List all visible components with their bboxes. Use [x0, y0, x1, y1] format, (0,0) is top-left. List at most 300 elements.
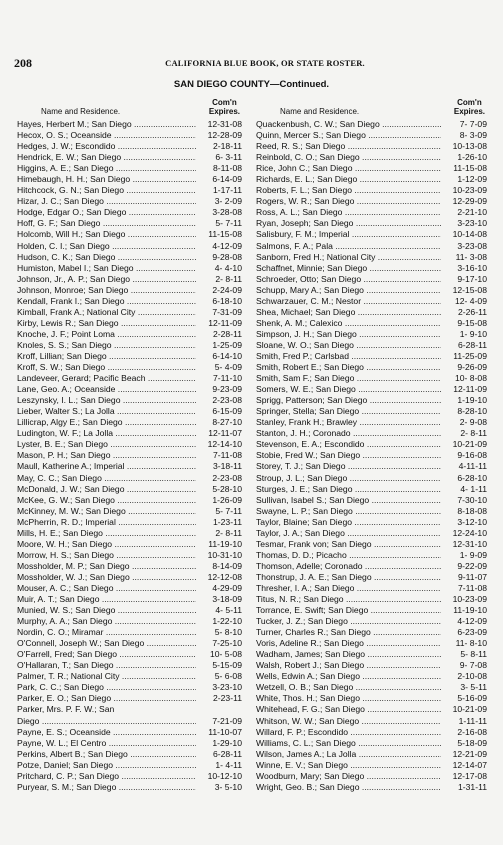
- entry-name: Sanborn, Fred H.; National City .....: [256, 252, 441, 263]
- list-item: [17, 274, 242, 285]
- list-item: [256, 196, 487, 207]
- entry-expiry-date: 12-28-09: [196, 130, 242, 141]
- entry-expiry-date: 1-11-11: [441, 716, 487, 727]
- entry-expiry-date: 7-11-10: [196, 373, 242, 384]
- right-entry-list: [256, 119, 487, 793]
- entry-name: Willard, F. P.; Escondido .....: [256, 727, 441, 738]
- list-item: [256, 185, 487, 196]
- entry-expiry-date: 6-28-11: [196, 749, 242, 760]
- entry-expiry-date: 2-23-08: [196, 473, 242, 484]
- entry-name: Stanley, Frank H.; Brawley .....: [256, 417, 441, 428]
- list-item: [17, 704, 242, 715]
- entry-expiry-date: 1-12-09: [441, 174, 487, 185]
- entry-name: Salmons, F. A.; Pala .....: [256, 241, 441, 252]
- entry-name: Hoff, G. F.; San Diego .....: [17, 218, 196, 229]
- list-item: [256, 439, 487, 450]
- list-item: [256, 605, 487, 616]
- entry-expiry-date: 7-25-10: [196, 638, 242, 649]
- entry-name: Ludington, W. F.; La Jolla .....: [17, 428, 196, 439]
- list-item: [17, 450, 242, 461]
- section-title: SAN DIEGO COUNTY—Continued.: [173, 79, 330, 90]
- list-item: [256, 307, 487, 318]
- list-item: [17, 207, 242, 218]
- entry-expiry-date: 9-15-08: [441, 318, 487, 329]
- list-item: [17, 163, 242, 174]
- entry-name: McDonald, J. W.; San Diego .....: [17, 484, 196, 495]
- entry-expiry-date: 11-15-08: [196, 229, 242, 240]
- list-item: [17, 484, 242, 495]
- entry-expiry-date: 10-23-09: [441, 594, 487, 605]
- entry-name: Hecox, O. S.; Oceanside .....: [17, 130, 196, 141]
- entry-name: Muir, A. T.; San Diego .....: [17, 594, 196, 605]
- list-item: [256, 351, 487, 362]
- entry-expiry-date: 1-29-10: [196, 738, 242, 749]
- entry-name: Storey, T. J.; San Diego .....: [256, 461, 441, 472]
- entry-expiry-date: 2-23-08: [196, 395, 242, 406]
- entry-expiry-date: 12-31-08: [196, 119, 242, 130]
- entry-expiry-date: 8-28-10: [441, 406, 487, 417]
- entry-expiry-date: 2- 8-11: [196, 274, 242, 285]
- list-item: [256, 550, 487, 561]
- list-item: [256, 461, 487, 472]
- entry-expiry-date: 7-11-08: [441, 583, 487, 594]
- entry-name: Parker, Mrs. P. F. W.; San: [17, 704, 115, 715]
- list-item: [256, 450, 487, 461]
- entry-name: Nordin, C. O.; Miramar .....: [17, 627, 196, 638]
- entry-expiry-date: 7-21-09: [196, 716, 242, 727]
- entry-expiry-date: 12- 4-09: [441, 296, 487, 307]
- list-item: [256, 152, 487, 163]
- list-item: [256, 506, 487, 517]
- entry-expiry-date: 12-21-09: [441, 749, 487, 760]
- entry-expiry-date: 12-15-08: [441, 285, 487, 296]
- list-item: [17, 417, 242, 428]
- entry-name: Somers, W. E.; San Diego .....: [256, 384, 441, 395]
- entry-name: Lieber, Walter S.; La Jolla .....: [17, 406, 196, 417]
- entry-expiry-date: 11-10-07: [196, 727, 242, 738]
- list-item: [256, 682, 487, 693]
- entry-name: Lyster, B. E.; San Diego .....: [17, 439, 196, 450]
- entry-expiry-date: 8-18-08: [441, 506, 487, 517]
- entry-expiry-date: 4-11-11: [441, 461, 487, 472]
- list-item: [17, 716, 242, 727]
- entry-name: Thomson, Adelle; Coronado .....: [256, 561, 441, 572]
- entry-expiry-date: 3-23-08: [441, 241, 487, 252]
- expires-header-line2: Expires.: [208, 107, 240, 116]
- list-item: [17, 439, 242, 450]
- entry-expiry-date: 5- 8-10: [196, 627, 242, 638]
- list-item: [17, 406, 242, 417]
- entry-name: Sullivan, Isabel S.; San Diego .....: [256, 495, 441, 506]
- list-item: [17, 473, 242, 484]
- entry-expiry-date: 2-28-11: [196, 329, 242, 340]
- list-item: [256, 671, 487, 682]
- entry-expiry-date: 4-12-09: [441, 616, 487, 627]
- entry-name: Salisbury, F. M.; Imperial .....: [256, 229, 441, 240]
- list-item: [17, 561, 242, 572]
- entry-name: Woodburn, Mary; San Diego .....: [256, 771, 441, 782]
- list-item: [17, 130, 242, 141]
- list-item: [17, 395, 242, 406]
- entry-expiry-date: 8-14-09: [196, 561, 242, 572]
- list-item: [17, 682, 242, 693]
- entry-expiry-date: 12-11-07: [196, 428, 242, 439]
- entry-name: Thomas, D. D.; Picacho .....: [256, 550, 441, 561]
- entry-expiry-date: 2-23-11: [196, 693, 242, 704]
- entry-expiry-date: 5- 7-11: [196, 218, 242, 229]
- list-item: [256, 296, 487, 307]
- list-item: [256, 252, 487, 263]
- list-item: [256, 229, 487, 240]
- entry-expiry-date: 11-15-08: [441, 163, 487, 174]
- entry-expiry-date: 12-11-09: [441, 384, 487, 395]
- list-item: [256, 285, 487, 296]
- entry-expiry-date: 11-19-10: [196, 539, 242, 550]
- list-item: [256, 119, 487, 130]
- entry-name: Wells, Edwin A.; San Diego .....: [256, 671, 441, 682]
- list-item: [256, 782, 487, 793]
- entry-expiry-date: 5-15-09: [196, 660, 242, 671]
- entry-expiry-date: 8-27-10: [196, 417, 242, 428]
- entry-name: Thresher, I. A.; San Diego .....: [256, 583, 441, 594]
- entry-expiry-date: 1- 9-09: [441, 550, 487, 561]
- entry-expiry-date: 11-25-09: [441, 351, 487, 362]
- list-item: [17, 539, 242, 550]
- expires-header-line1: Com'n: [212, 98, 237, 107]
- entry-name: Schwarzauer, C. M.; Nestor .....: [256, 296, 441, 307]
- entry-name: Kroff, S. W.; San Diego .....: [17, 362, 196, 373]
- list-item: [256, 528, 487, 539]
- list-item: [17, 373, 242, 384]
- list-item: [17, 263, 242, 274]
- list-item: [256, 406, 487, 417]
- entry-name: Schupp, Mary A.; San Diego .....: [256, 285, 441, 296]
- entry-name: Puryear, S. M.; San Diego .....: [17, 782, 196, 793]
- list-item: [17, 738, 242, 749]
- list-item: [256, 428, 487, 439]
- list-item: [17, 771, 242, 782]
- left-entry-list: [17, 119, 242, 793]
- entry-name: Hodge, Edgar O.; San Diego .....: [17, 207, 196, 218]
- list-item: [17, 638, 242, 649]
- entry-expiry-date: 5- 6-08: [196, 671, 242, 682]
- entry-expiry-date: 2- 8-11: [196, 528, 242, 539]
- expires-header-line2: Expires.: [453, 107, 485, 116]
- entry-expiry-date: 3-28-08: [196, 207, 242, 218]
- entry-expiry-date: 9-23-09: [196, 384, 242, 395]
- entry-name: Kirby, Lewis R.; San Diego .....: [17, 318, 196, 329]
- entry-expiry-date: 3- 5-11: [441, 682, 487, 693]
- entry-expiry-date: 6-23-09: [441, 627, 487, 638]
- list-item: [256, 207, 487, 218]
- entry-name: Ross, A. L.; San Diego .....: [256, 207, 441, 218]
- entry-expiry-date: 10-23-09: [441, 185, 487, 196]
- entry-name: Shea, Michael; San Diego .....: [256, 307, 441, 318]
- entry-expiry-date: 1-31-11: [441, 782, 487, 793]
- entry-expiry-date: 5-16-09: [441, 693, 487, 704]
- list-item: [256, 473, 487, 484]
- list-item: [256, 263, 487, 274]
- list-item: [17, 340, 242, 351]
- entry-name: Smith, Fred P.; Carlsbad .....: [256, 351, 441, 362]
- entry-name: Rice, John C.; San Diego .....: [256, 163, 441, 174]
- list-item: [17, 550, 242, 561]
- entry-name: White, Thos. H.; San Diego .....: [256, 693, 441, 704]
- entry-name: McKee, G. W.; San Diego .....: [17, 495, 196, 506]
- entry-expiry-date: 8-11-08: [196, 163, 242, 174]
- entry-expiry-date: 1-17-11: [196, 185, 242, 196]
- entry-expiry-date: 3-12-10: [441, 517, 487, 528]
- entry-name: Stanton, J. H.; Coronado .....: [256, 428, 441, 439]
- entry-expiry-date: 9-11-07: [441, 572, 487, 583]
- entry-name: Lane, Geo. A.; Oceanside .....: [17, 384, 196, 395]
- entry-name: Sloane, W. O.; San Diego .....: [256, 340, 441, 351]
- list-item: [17, 384, 242, 395]
- entry-name: Palmer, T. R.; National City .....: [17, 671, 196, 682]
- entry-expiry-date: 6-28-10: [441, 473, 487, 484]
- entry-name: Roberts, F. L.; San Diego .....: [256, 185, 441, 196]
- entry-expiry-date: 9-22-09: [441, 561, 487, 572]
- list-item: [256, 738, 487, 749]
- entry-expiry-date: 2- 9-08: [441, 417, 487, 428]
- entry-expiry-date: 6-15-09: [196, 406, 242, 417]
- list-item: [256, 704, 487, 715]
- entry-name: Wetzell, O. B.; San Diego .....: [256, 682, 441, 693]
- list-item: [17, 307, 242, 318]
- list-item: [256, 141, 487, 152]
- entry-name: Murphy, A. A.; San Diego .....: [17, 616, 196, 627]
- list-item: [256, 693, 487, 704]
- entry-name: Turner, Charles R.; San Diego .....: [256, 627, 441, 638]
- entry-name: Swayne, L. P.; San Diego .....: [256, 506, 441, 517]
- entry-expiry-date: 1-26-09: [196, 495, 242, 506]
- entry-name: Taylor, J. A.; San Diego .....: [256, 528, 441, 539]
- entry-expiry-date: 5-28-10: [196, 484, 242, 495]
- entry-name: Rogers, W. R.; San Diego .....: [256, 196, 441, 207]
- entry-expiry-date: 9- 7-08: [441, 660, 487, 671]
- list-item: [17, 252, 242, 263]
- entry-name: Payne, E. S.; Oceanside .....: [17, 727, 196, 738]
- entry-name: Hitchcock, G. N.; San Diego .....: [17, 185, 196, 196]
- entry-name: Quinn, Mercer S.; San Diego .....: [256, 130, 441, 141]
- list-item: [17, 649, 242, 660]
- entry-expiry-date: 5- 7-11: [196, 506, 242, 517]
- list-item: [17, 196, 242, 207]
- entry-expiry-date: 1-19-10: [441, 395, 487, 406]
- entry-name: Knoles, S. S.; San Diego .....: [17, 340, 196, 351]
- entry-expiry-date: 7-30-10: [441, 495, 487, 506]
- list-item: [256, 771, 487, 782]
- entry-expiry-date: 3- 5-10: [196, 782, 242, 793]
- entry-expiry-date: 3-23-10: [441, 218, 487, 229]
- list-item: [256, 384, 487, 395]
- entry-name: Humiston, Mabel I.; San Diego .....: [17, 263, 196, 274]
- entry-name: Potze, Daniel; San Diego .....: [17, 760, 196, 771]
- entry-name: Quackenbush, C. W.; San Diego .....: [256, 119, 441, 130]
- page-number: 208: [14, 56, 32, 70]
- entry-expiry-date: 5- 8-11: [441, 649, 487, 660]
- list-item: [17, 660, 242, 671]
- running-head: CALIFORNIA BLUE BOOK, OR STATE ROSTER.: [165, 58, 365, 68]
- list-item: [17, 461, 242, 472]
- entry-expiry-date: 2-26-11: [441, 307, 487, 318]
- entry-name: Leszynsky, I. L.; San Diego .....: [17, 395, 196, 406]
- list-item: [256, 749, 487, 760]
- entry-name: Morrow, H. S.; San Diego .....: [17, 550, 196, 561]
- entry-name: Schroeder, Otto; San Diego .....: [256, 274, 441, 285]
- entry-name: Reed, R. S.; San Diego .....: [256, 141, 441, 152]
- entry-name: Parker, E. O.; San Diego .....: [17, 693, 196, 704]
- entry-expiry-date: 7-31-09: [196, 307, 242, 318]
- left-column-header: [17, 95, 242, 119]
- entry-expiry-date: 1-25-09: [196, 340, 242, 351]
- list-item: [256, 163, 487, 174]
- entry-expiry-date: 7-11-08: [196, 450, 242, 461]
- entry-name: Payne, W. L.; El Centro .....: [17, 738, 196, 749]
- entry-name: Springer, Stella; San Diego .....: [256, 406, 441, 417]
- entry-name: Mossholder, W. J.; San Diego .....: [17, 572, 196, 583]
- entry-name: Johnson, Monroe; San Diego .....: [17, 285, 196, 296]
- entry-expiry-date: 12-24-10: [441, 528, 487, 539]
- list-item: [256, 716, 487, 727]
- list-item: [17, 616, 242, 627]
- list-item: [17, 760, 242, 771]
- entry-name: Hendrick, E. W.; San Diego .....: [17, 152, 196, 163]
- list-item: [17, 362, 242, 373]
- entry-expiry-date: 3- 2-09: [196, 196, 242, 207]
- entry-expiry-date: 11- 3-08: [441, 252, 487, 263]
- list-item: [17, 329, 242, 340]
- entry-name: Holden, C. I.; San Diego .....: [17, 241, 196, 252]
- entry-expiry-date: 1- 4-11: [196, 760, 242, 771]
- entry-name: Shenk, A. M.; Calexico .....: [256, 318, 441, 329]
- entry-expiry-date: 9-26-09: [441, 362, 487, 373]
- list-item: [17, 528, 242, 539]
- entry-expiry-date: 3-18-11: [196, 461, 242, 472]
- entry-expiry-date: 4- 4-10: [196, 263, 242, 274]
- entry-name: Wilson, James A.; La Jolla .....: [256, 749, 441, 760]
- entry-expiry-date: 9-28-08: [196, 252, 242, 263]
- entry-name: Sprigg, Patterson; San Diego .....: [256, 395, 441, 406]
- entry-expiry-date: 1-23-11: [196, 517, 242, 528]
- right-column-header: [256, 95, 487, 119]
- entry-name: Stevenson, E. A.; Escondido .....: [256, 439, 441, 450]
- entry-name: Mouser, A. C.; San Diego .....: [17, 583, 196, 594]
- list-item: [256, 241, 487, 252]
- entry-expiry-date: 10-31-10: [196, 550, 242, 561]
- entry-expiry-date: 10-21-09: [441, 704, 487, 715]
- entry-expiry-date: 6-18-10: [196, 296, 242, 307]
- entry-expiry-date: 4- 5-11: [196, 605, 242, 616]
- entry-expiry-date: 12-14-10: [196, 439, 242, 450]
- entry-name: Hayes, Herbert M.; San Diego .....: [17, 119, 196, 130]
- entry-expiry-date: 12-29-09: [441, 196, 487, 207]
- entry-name: Wright, Geo. B.; San Diego .....: [256, 782, 441, 793]
- entry-name: Johnson, Jr., A. P.; San Diego .....: [17, 274, 196, 285]
- entry-name: Richards, E. L.; San Diego .....: [256, 174, 441, 185]
- list-item: [17, 229, 242, 240]
- list-item: [256, 638, 487, 649]
- entry-name: Mossholder, M. P.; San Diego .....: [17, 561, 196, 572]
- entry-expiry-date: 10- 5-08: [196, 649, 242, 660]
- list-item: [256, 660, 487, 671]
- list-item: [256, 583, 487, 594]
- list-item: [17, 517, 242, 528]
- entry-expiry-date: 11- 8-10: [441, 638, 487, 649]
- list-item: [17, 594, 242, 605]
- list-item: [256, 760, 487, 771]
- entry-name: McKinney, M. W.; San Diego .....: [17, 506, 196, 517]
- entry-expiry-date: 1-22-10: [196, 616, 242, 627]
- list-item: [17, 241, 242, 252]
- right-column: [256, 95, 487, 793]
- list-item: [17, 782, 242, 793]
- entry-name: Schaffnet, Minnie; San Diego .....: [256, 263, 441, 274]
- entry-name: Sturges, J. E.; San Diego .....: [256, 484, 441, 495]
- entry-name: May, C. C.; San Diego .....: [17, 473, 196, 484]
- entry-name: Winne, E. V.; San Diego .....: [256, 760, 441, 771]
- list-item: [256, 727, 487, 738]
- entry-name: Mason, P. H.; San Diego .....: [17, 450, 196, 461]
- list-item: [17, 318, 242, 329]
- entry-name: O'Hallaran, T.; San Diego .....: [17, 660, 196, 671]
- list-item: [17, 152, 242, 163]
- list-item: [256, 318, 487, 329]
- entry-expiry-date: 12-17-08: [441, 771, 487, 782]
- list-item: [17, 141, 242, 152]
- entry-expiry-date: 2-18-11: [196, 141, 242, 152]
- entry-name: Kroff, Lillian; San Diego .....: [17, 351, 196, 362]
- entry-name: Stroup, J. L.; San Diego .....: [256, 473, 441, 484]
- entry-expiry-date: 9-16-08: [441, 450, 487, 461]
- entry-expiry-date: 2-16-08: [441, 727, 487, 738]
- entry-expiry-date: 2- 8-11: [441, 428, 487, 439]
- list-item: [17, 572, 242, 583]
- list-item: [17, 285, 242, 296]
- list-item: [256, 218, 487, 229]
- list-item: [256, 395, 487, 406]
- entry-name: Kendall, Frank I.; San Diego .....: [17, 296, 196, 307]
- list-item: [256, 362, 487, 373]
- entry-name: Whitehead, F. G.; San Diego .....: [256, 704, 441, 715]
- entry-name: Stobie, Fred W.; San Diego .....: [256, 450, 441, 461]
- entry-name: Thonstrup, J. A. E.; San Diego .....: [256, 572, 441, 583]
- list-item: [256, 594, 487, 605]
- list-item: [17, 506, 242, 517]
- list-item: [256, 517, 487, 528]
- list-item: [17, 727, 242, 738]
- entry-expiry-date: 12-14-07: [441, 760, 487, 771]
- entry-expiry-date: 6-28-11: [441, 340, 487, 351]
- entry-expiry-date: 4-12-09: [196, 241, 242, 252]
- entry-expiry-date: 12-12-08: [196, 572, 242, 583]
- expires-header: [209, 98, 240, 116]
- entry-expiry-date: 1- 9-10: [441, 329, 487, 340]
- entry-name: Park, C. C.; San Diego .....: [17, 682, 196, 693]
- entry-expiry-date: 3-18-09: [196, 594, 242, 605]
- entry-name: Hizar, J. C.; San Diego .....: [17, 196, 196, 207]
- entry-name: Maull, Katherine A.; Imperial .....: [17, 461, 196, 472]
- entry-expiry-date: 6- 3-11: [196, 152, 242, 163]
- entry-expiry-date: 7- 7-09: [441, 119, 487, 130]
- list-item: [256, 561, 487, 572]
- list-item: [256, 572, 487, 583]
- entry-name: Smith, Sam F.; San Diego .....: [256, 373, 441, 384]
- entry-name: Pritchard, C. P.; San Diego .....: [17, 771, 196, 782]
- list-item: [17, 296, 242, 307]
- entry-expiry-date: 12-31-10: [441, 539, 487, 550]
- entry-expiry-date: 11-19-10: [441, 605, 487, 616]
